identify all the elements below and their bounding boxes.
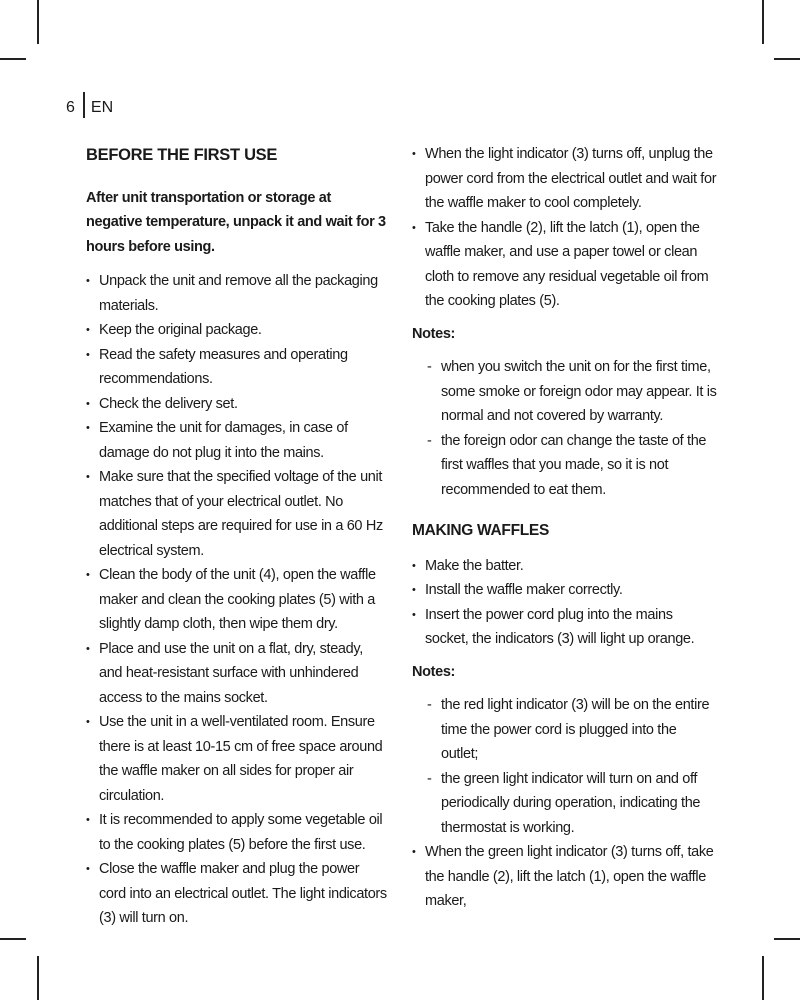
- crop-mark-bottom-right: [762, 956, 764, 1000]
- list-item: • Examine the unit for damages, in case of damage do not plug it into the mains.: [86, 416, 388, 465]
- crop-mark-top-left-h: [0, 58, 26, 60]
- note-item: - the red light indicator (3) will be on the entire time the power cord is plugged into the outlet;: [427, 693, 717, 767]
- list-item: • When the light indicator (3) turns off, unplug the power cord from the electrical outlet and wait for the waffle maker to cool completely.: [412, 142, 717, 216]
- crop-mark-bottom-right-h: [774, 938, 800, 940]
- crop-mark-top-left: [37, 0, 39, 44]
- list-item: • It is recommended to apply some vegetable oil to the cooking plates (5) before the first use.: [86, 808, 388, 857]
- note-item: - the green light indicator will turn on and off periodically during operation, indicating the thermostat is working.: [427, 767, 717, 841]
- list-item: • Clean the body of the unit (4), open the waffle maker and clean the cooking plates (5) with a slightly damp cloth, then wipe them dry.: [86, 563, 388, 637]
- list-item: • Use the unit in a well-ventilated room. Ensure there is at least 10-15 cm of free space around the waffle maker on all sides for proper air circulation.: [86, 710, 388, 808]
- note-item: - when you switch the unit on for the first time, some smoke or foreign odor may appear. It is normal and not covered by warranty.: [427, 355, 717, 429]
- list-item: • Take the handle (2), lift the latch (1), open the waffle maker, and use a paper towel or clean cloth to remove any residual vegetable oil from the cooking plates (5).: [412, 216, 717, 314]
- page-number: 6: [66, 99, 75, 116]
- notes-list: [412, 693, 717, 840]
- list-item: • Close the waffle maker and plug the power cord into an electrical outlet. The light indicators (3) will turn on.: [86, 857, 388, 931]
- section-title-making-waffles: MAKING WAFFLES: [412, 522, 550, 539]
- list-item: • Check the delivery set.: [86, 392, 388, 417]
- note-item: - the foreign odor can change the taste of the first waffles that you made, so it is not recommended to eat them.: [427, 429, 717, 503]
- list-item: • Insert the power cord plug into the mains socket, the indicators (3) will light up orange.: [412, 603, 717, 652]
- crop-mark-bottom-left-h: [0, 938, 26, 940]
- language-code: EN: [90, 99, 114, 116]
- making-waffles-list-continued: [412, 840, 717, 914]
- notes-heading: Notes:: [412, 325, 456, 342]
- crop-mark-bottom-left: [37, 956, 39, 1000]
- making-waffles-list: [412, 554, 717, 652]
- notes-heading: Notes:: [412, 663, 456, 680]
- notes-list: [412, 355, 717, 502]
- list-item: • When the green light indicator (3) turns off, take the handle (2), lift the latch (1), open the waffle maker,: [412, 840, 717, 914]
- header-separator: [83, 92, 85, 118]
- list-item: • Make the batter.: [412, 554, 717, 579]
- crop-mark-top-right-h: [774, 58, 800, 60]
- list-item: • Make sure that the specified voltage of the unit matches that of your electrical outlet. No additional steps are required for use in a 60 Hz electrical system.: [86, 465, 388, 563]
- before-use-list-continued: [412, 142, 717, 314]
- page-header: [66, 92, 113, 118]
- crop-mark-top-right: [762, 0, 764, 44]
- list-item: • Install the waffle maker correctly.: [412, 578, 717, 603]
- intro-warning: After unit transportation or storage at negative temperature, unpack it and wait for 3 hours before using.: [86, 189, 386, 255]
- list-item: • Keep the original package.: [86, 318, 388, 343]
- list-item: • Place and use the unit on a flat, dry, steady, and heat-resistant surface with unhindered access to the mains socket.: [86, 637, 388, 711]
- before-use-list: [86, 269, 388, 931]
- list-item: • Unpack the unit and remove all the packaging materials.: [86, 269, 388, 318]
- right-column: [412, 142, 717, 914]
- section-title-before-first-use: BEFORE THE FIRST USE: [86, 146, 278, 164]
- left-column: [86, 142, 388, 931]
- list-item: • Read the safety measures and operating recommendations.: [86, 343, 388, 392]
